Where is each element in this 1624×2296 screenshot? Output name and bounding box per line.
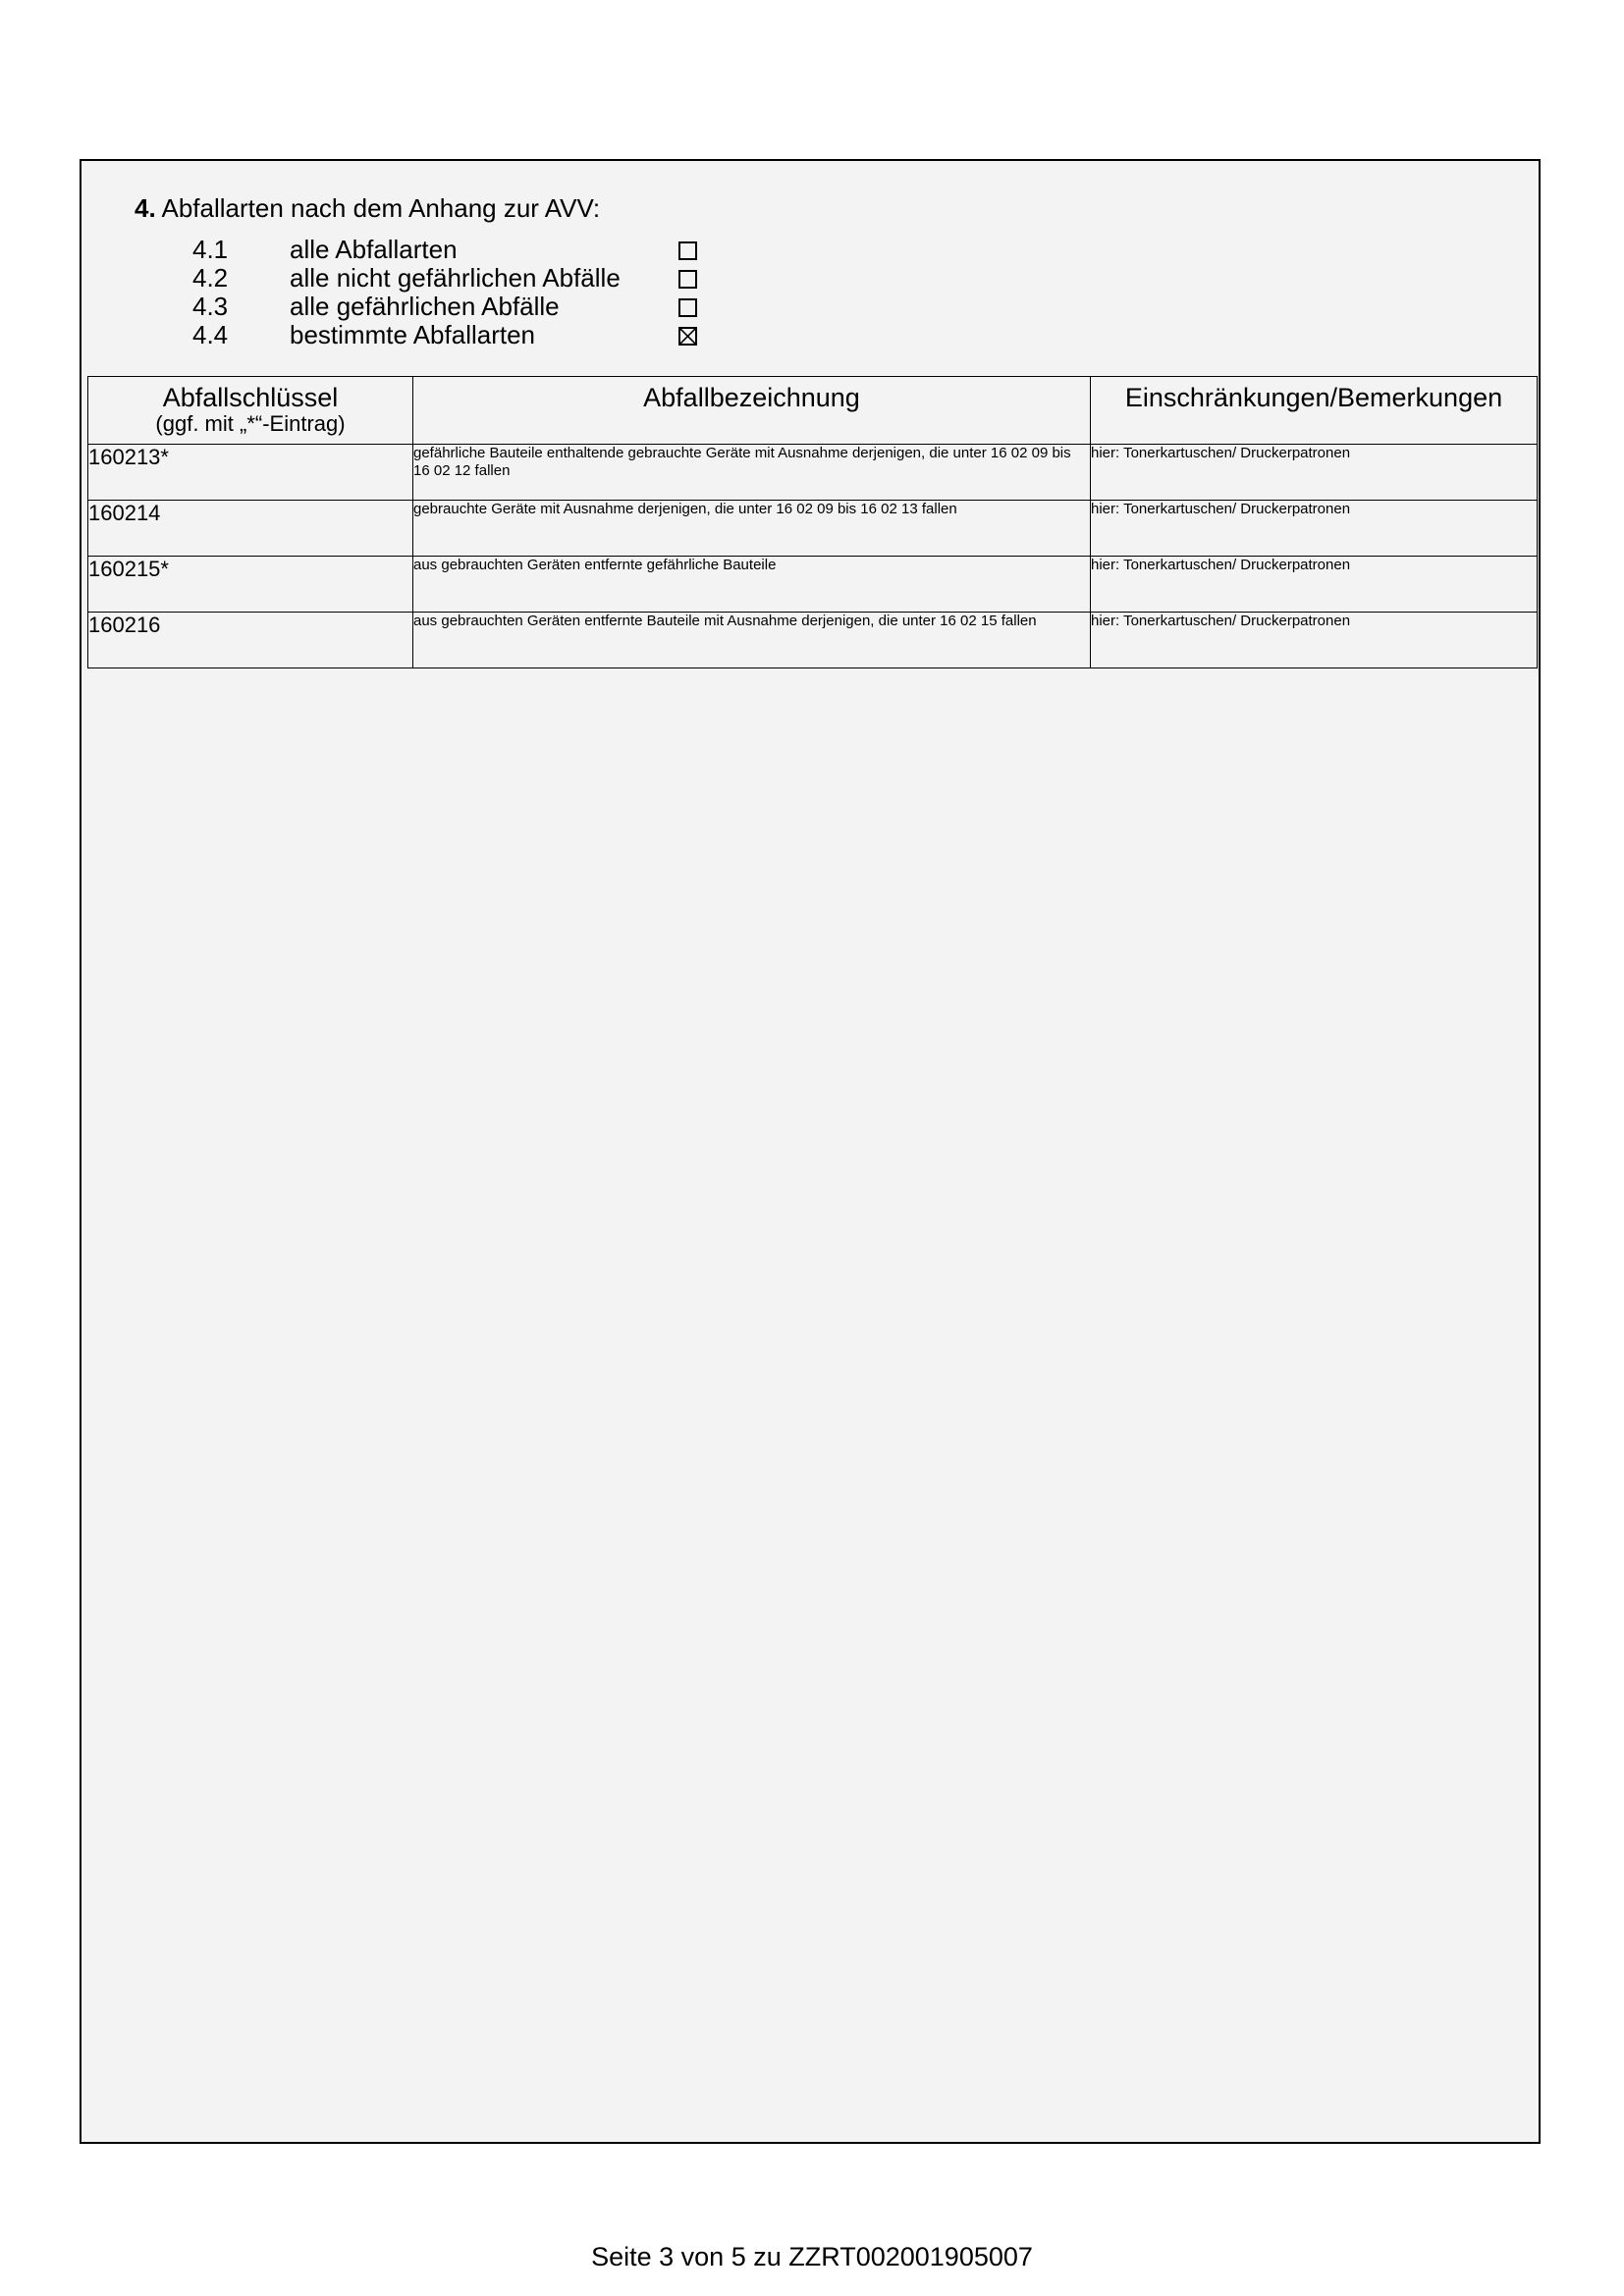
table-row (88, 445, 1538, 501)
table-header-row (88, 377, 1538, 445)
waste-code-cell: 160216 (88, 613, 413, 668)
section-heading (135, 192, 600, 224)
option-number: 4.4 (192, 320, 229, 349)
checkbox-icon[interactable] (678, 270, 697, 289)
option-label: bestimmte Abfallarten (290, 320, 536, 349)
header-code-label: Abfallschlüssel (162, 383, 339, 412)
waste-description-cell: aus gebrauchten Geräten entfernte gefährliche Bauteile (413, 557, 1091, 613)
checkbox-cross-mark (680, 329, 695, 344)
section-title: Abfallarten nach dem Anhang zur AVV: (161, 193, 601, 223)
waste-code-cell: 160215* (88, 557, 413, 613)
table-row (88, 501, 1538, 557)
checkbox-icon[interactable] (678, 298, 697, 317)
header-description (413, 377, 1091, 445)
checkbox-icon[interactable] (678, 327, 697, 346)
table-row (88, 613, 1538, 668)
waste-code-cell: 160213* (88, 445, 413, 501)
section-number: 4. (135, 193, 156, 223)
table-row (88, 557, 1538, 613)
checkbox-icon[interactable] (678, 241, 697, 260)
waste-remarks-cell: hier: Tonerkartuschen/ Druckerpatronen (1091, 613, 1538, 668)
option-number: 4.2 (192, 263, 229, 293)
page-footer: Seite 3 von 5 zu ZZRT002001905007 (591, 2242, 1033, 2271)
waste-remarks-cell: hier: Tonerkartuschen/ Druckerpatronen (1091, 501, 1538, 557)
option-number: 4.1 (192, 235, 229, 264)
header-code-note: (ggf. mit „*“-Eintrag) (155, 411, 346, 436)
header-remarks-label: Einschränkungen/Bemerkungen (1124, 383, 1503, 412)
option-label: alle gefährlichen Abfälle (290, 292, 560, 321)
waste-remarks-cell: hier: Tonerkartuschen/ Druckerpatronen (1091, 445, 1538, 501)
waste-description-cell: gefährliche Bauteile enthaltende gebrauchte Geräte mit Ausnahme derjenigen, die unter 16 02 09 bis 16 02 12 fallen (413, 445, 1091, 501)
header-remarks (1091, 377, 1538, 445)
waste-remarks-cell: hier: Tonerkartuschen/ Druckerpatronen (1091, 557, 1538, 613)
waste-code-cell: 160214 (88, 501, 413, 557)
header-code (88, 377, 413, 445)
option-label: alle Abfallarten (290, 235, 458, 264)
waste-description-cell: aus gebrauchten Geräten entfernte Bauteile mit Ausnahme derjenigen, die unter 16 02 15 fallen (413, 613, 1091, 668)
waste-description-cell: gebrauchte Geräte mit Ausnahme derjenigen, die unter 16 02 09 bis 16 02 13 fallen (413, 501, 1091, 557)
option-label: alle nicht gefährlichen Abfälle (290, 263, 621, 293)
header-description-label: Abfallbezeichnung (643, 383, 860, 412)
waste-codes-table (87, 376, 1538, 668)
option-number: 4.3 (192, 292, 229, 321)
